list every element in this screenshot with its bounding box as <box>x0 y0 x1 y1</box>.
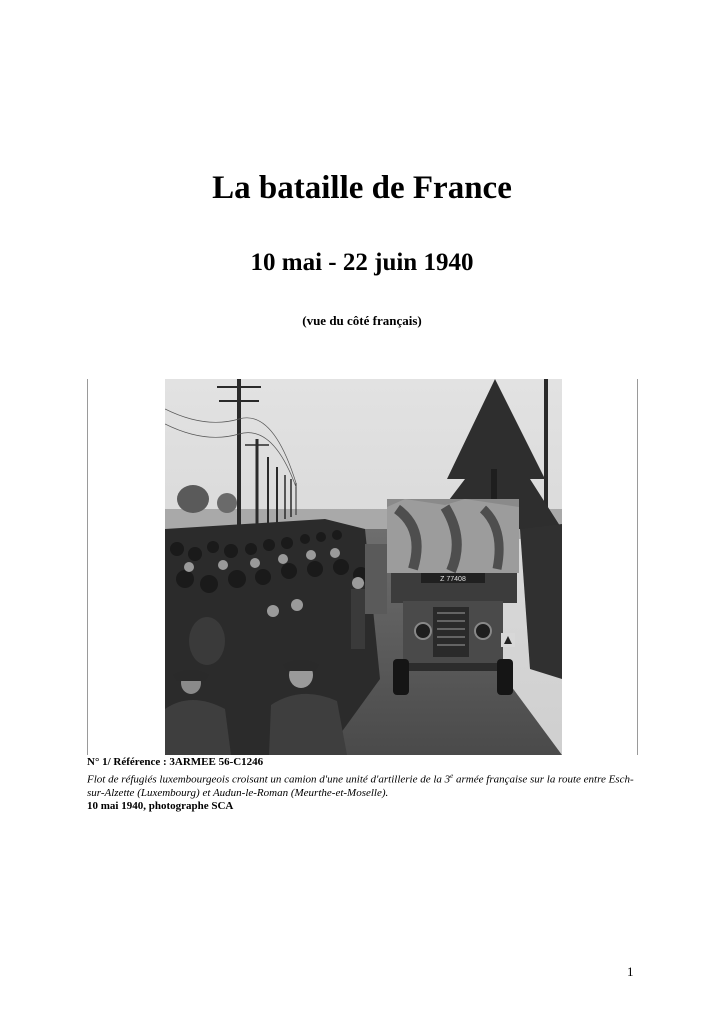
photo-description <box>87 770 647 801</box>
document-title: La bataille de France <box>212 170 512 206</box>
truck-plate: Z 77408 <box>440 576 466 583</box>
page-number: 1 <box>627 964 634 979</box>
photo-reference: N° 1/ Référence : 3ARMEE 56-C1246 <box>87 756 264 768</box>
archive-photo <box>165 379 562 755</box>
caption-part-2: armée française sur la route entre Esch-sur-Alzette (Luxembourg) et Audun-le-Roman (Meurthe-et-Moselle). <box>87 773 634 799</box>
frame-border-left <box>87 379 88 755</box>
document-note: (vue du côté français) <box>302 313 422 328</box>
photo-date-credit: 10 mai 1940, photographe SCA <box>87 800 234 813</box>
photo-caption <box>87 756 647 814</box>
caption-superscript: e <box>450 771 454 780</box>
frame-border-right <box>637 379 638 755</box>
document-subtitle: 10 mai - 22 juin 1940 <box>250 249 474 276</box>
caption-part-1: Flot de réfugiés luxembourgeois croisant un camion d'une unité d'artillerie de la 3 <box>87 773 451 786</box>
